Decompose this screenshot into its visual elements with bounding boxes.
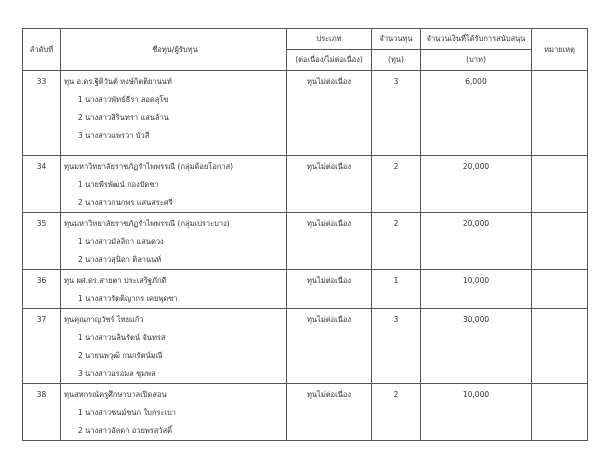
row-amount: 30,000 bbox=[462, 315, 490, 324]
row-type: ทุนไม่ต่อเนื่อง bbox=[306, 276, 352, 285]
recipient: 1 นางสาวมัลลิกา แสนดวง bbox=[78, 237, 164, 246]
row-note bbox=[532, 384, 587, 402]
table-row bbox=[23, 384, 588, 441]
recipient: 2 นายนพวุฒิ กนกรัตน์มณี bbox=[78, 351, 163, 360]
row-note bbox=[532, 270, 587, 288]
row-seq: 33 bbox=[36, 77, 47, 86]
header-name: ชื่อทุน/ผู้รับทุน bbox=[61, 29, 287, 71]
row-type: ทุนไม่ต่อเนื่อง bbox=[306, 315, 352, 324]
table-row bbox=[23, 309, 588, 384]
row-amount: 20,000 bbox=[462, 162, 490, 171]
row-seq: 37 bbox=[36, 315, 47, 324]
recipient: 3 นางสาวแพรวา บัวสี bbox=[78, 131, 150, 140]
row-amount: 10,000 bbox=[462, 390, 490, 399]
header-amount: จำนวนเงินที่ได้รับการสนับสนุน bbox=[421, 29, 532, 50]
header-note: หมายเหตุ bbox=[532, 29, 588, 71]
fund-title: ทุนมหาวิทยาลัยราชภัฏรำไพพรรณี (กลุ่มด้อยโอกาส) bbox=[64, 162, 234, 171]
row-type: ทุนไม่ต่อเนื่อง bbox=[306, 390, 352, 399]
fund-title: ทุน อ.ดร.ฐิติวันต์ หงษ์กิตติยานนท์ bbox=[64, 77, 172, 86]
fund-title: ทุนคุณกาญวัชร์ ไทยแก้ว bbox=[64, 315, 144, 324]
row-note bbox=[532, 213, 587, 231]
row-amount: 20,000 bbox=[462, 219, 490, 228]
row-type: ทุนไม่ต่อเนื่อง bbox=[306, 77, 352, 86]
row-seq: 35 bbox=[36, 219, 47, 228]
fund-title: ทุนมหาวิทยาลัยราชภัฏรำไพพรรณี (กลุ่มเปราะบาง) bbox=[64, 219, 230, 228]
fund-title: ทุน ผศ.ดร.สายตา ประเสริฐภักดี bbox=[64, 276, 167, 285]
table-row bbox=[23, 71, 588, 156]
recipient: 2 นางสาวกนกพร แสนสระศรี bbox=[78, 198, 173, 207]
fund-title: ทุนสหกรณ์ครูศึกษาบาลเปิดสอน bbox=[64, 390, 167, 399]
row-note bbox=[532, 309, 587, 327]
scholarship-table bbox=[22, 28, 588, 441]
recipient: 3 นางสาวอรอมล ชุมพล bbox=[78, 369, 156, 378]
row-amount: 10,000 bbox=[462, 276, 490, 285]
header-seq: ลำดับที่ bbox=[23, 29, 61, 71]
recipient: 1 นายพีรพัฒน์ กองปัดชา bbox=[78, 180, 159, 189]
row-note bbox=[532, 156, 587, 174]
header-type-sub: (ต่อเนื่อง/ไม่ต่อเนื่อง) bbox=[287, 50, 372, 71]
row-count: 1 bbox=[393, 276, 399, 285]
row-count: 3 bbox=[393, 77, 399, 86]
row-type: ทุนไม่ต่อเนื่อง bbox=[306, 162, 352, 171]
row-type: ทุนไม่ต่อเนื่อง bbox=[306, 219, 352, 228]
table-row bbox=[23, 156, 588, 213]
table-row bbox=[23, 270, 588, 309]
recipient: 2 นางสาวอัลดา อวยพรสวัสดิ์ bbox=[78, 426, 173, 435]
recipient: 2 นางสาวสิรินทรา แสนล้าน bbox=[78, 113, 169, 122]
row-seq: 34 bbox=[36, 162, 47, 171]
recipient: 1 นางสาวรัตติญากร เคยพุดซา bbox=[78, 294, 178, 303]
header-type: ประเภท bbox=[287, 29, 372, 50]
recipient: 1 นางสาวนลินรัตน์ จันทรส bbox=[78, 333, 166, 342]
row-amount: 6,000 bbox=[465, 77, 487, 86]
recipient: 1 นางสาวพัทธ์ธีรา ลอดสุโข bbox=[78, 95, 169, 104]
row-seq: 38 bbox=[36, 390, 47, 399]
recipient: 1 นางสาวชนม์ชนก ใบกระเบา bbox=[78, 408, 177, 417]
row-count: 2 bbox=[393, 390, 399, 399]
header-count: จำนวนทุน bbox=[372, 29, 421, 50]
header-amount-sub: (บาท) bbox=[421, 50, 532, 71]
row-note bbox=[532, 71, 587, 89]
row-count: 3 bbox=[393, 315, 399, 324]
row-count: 2 bbox=[393, 219, 399, 228]
header-count-sub: (ทุน) bbox=[372, 50, 421, 71]
row-count: 2 bbox=[393, 162, 399, 171]
recipient: 2 นางสาวสุนิดา ติลานนท์ bbox=[78, 255, 162, 264]
table-row bbox=[23, 213, 588, 270]
row-seq: 36 bbox=[36, 276, 47, 285]
